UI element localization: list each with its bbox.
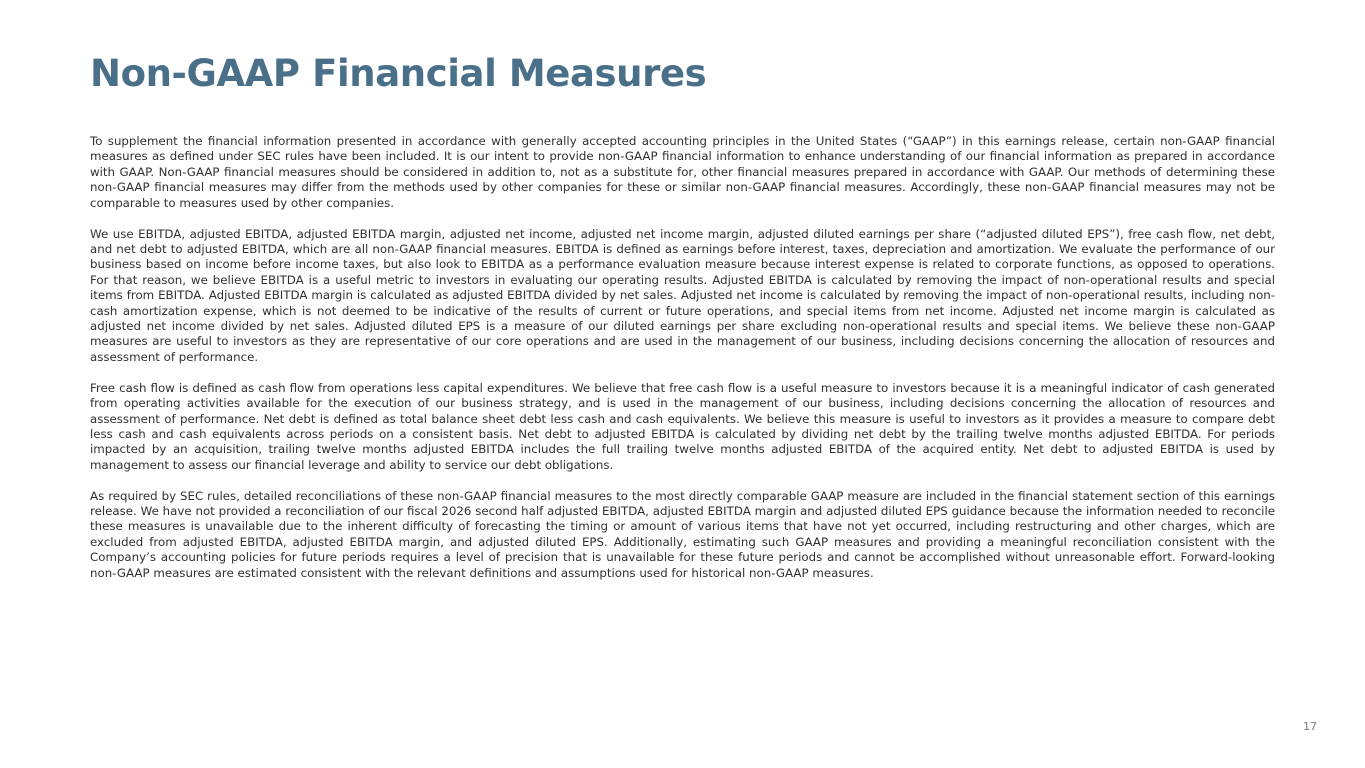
- paragraph-free-cash-flow-net-debt: Free cash flow is defined as cash flow from operations less capital expenditures. We believe that free cash flow is a useful measure to investors because it is a meaningful indicator of cash generated from operating activities available for the execution of our business strategy, and is used in the management of our business, including decisions concerning the allocation of resources and assessment of performance. Net debt is defined as total balance sheet debt less cash and cash equivalents. We believe this measure is useful to investors as it provides a measure to compare debt less cash and cash equivalents across periods on a consistent basis. Net debt to adjusted EBITDA is calculated by dividing net debt by the trailing twelve months adjusted EBITDA. For periods impacted by an acquisition, trailing twelve months adjusted EBITDA includes the full trailing twelve months adjusted EBITDA of the acquired entity. Net debt to adjusted EBITDA is used by management to assess our financial leverage and ability to service our debt obligations.: [90, 380, 1275, 472]
- paragraph-non-gaap-intro: To supplement the financial information presented in accordance with generally accepted accounting principles in the United States (“GAAP”) in this earnings release, certain non-GAAP financial measures as defined under SEC rules have been included. It is our intent to provide non-GAAP financial information to enhance understanding of our financial information as prepared in accordance with GAAP. Non-GAAP financial measures should be considered in addition to, not as a substitute for, other financial measures prepared in accordance with GAAP. Our methods of determining these non-GAAP financial measures may differ from the methods used by other companies for these or similar non-GAAP financial measures. Accordingly, these non-GAAP financial measures may not be comparable to measures used by other companies.: [90, 134, 1275, 210]
- body-text: [90, 134, 1275, 597]
- paragraph-reconciliation: As required by SEC rules, detailed reconciliations of these non-GAAP financial measures to the most directly comparable GAAP measure are included in the financial statement section of this earnings release. We have not provided a reconciliation of our fiscal 2026 second half adjusted EBITDA, adjusted EBITDA margin and adjusted diluted EPS guidance because the information needed to reconcile these measures is unavailable due to the inherent difficulty of forecasting the timing or amount of various items that have not yet occurred, including restructuring and other charges, which are excluded from adjusted EBITDA, adjusted EBITDA margin, and adjusted diluted EPS. Additionally, estimating such GAAP measures and providing a meaningful reconciliation consistent with the Company’s accounting policies for future periods requires a level of precision that is unavailable for these future periods and cannot be accomplished without unreasonable effort. Forward-looking non-GAAP measures are estimated consistent with the relevant definitions and assumptions used for historical non-GAAP measures.: [90, 488, 1275, 580]
- page-title: Non-GAAP Financial Measures: [90, 52, 707, 95]
- page-number: 17: [1303, 720, 1317, 733]
- paragraph-ebitda-definitions: We use EBITDA, adjusted EBITDA, adjusted EBITDA margin, adjusted net income, adjusted net income margin, adjusted diluted earnings per share (“adjusted diluted EPS”), free cash flow, net debt, and net debt to adjusted EBITDA, which are all non-GAAP financial measures. EBITDA is defined as earnings before interest, taxes, depreciation and amortization. We evaluate the performance of our business based on income before income taxes, but also look to EBITDA as a performance evaluation measure because interest expense is related to corporate functions, as opposed to operations. For that reason, we believe EBITDA is a useful metric to investors in evaluating our operating results. Adjusted EBITDA is calculated by removing the impact of non-operational results and special items from EBITDA. Adjusted EBITDA margin is calculated as adjusted EBITDA divided by net sales. Adjusted net income is calculated by removing the impact of non-operational results, including non-cash amortization expense, which is not deemed to be indicative of the results of current or future operations, and special items from net income. Adjusted net income margin is calculated as adjusted net income divided by net sales. Adjusted diluted EPS is a measure of our diluted earnings per share excluding non-operational results and special items. We believe these non-GAAP measures are useful to investors as they are representative of our core operations and are used in the management of our business, including decisions concerning the allocation of resources and assessment of performance.: [90, 226, 1275, 364]
